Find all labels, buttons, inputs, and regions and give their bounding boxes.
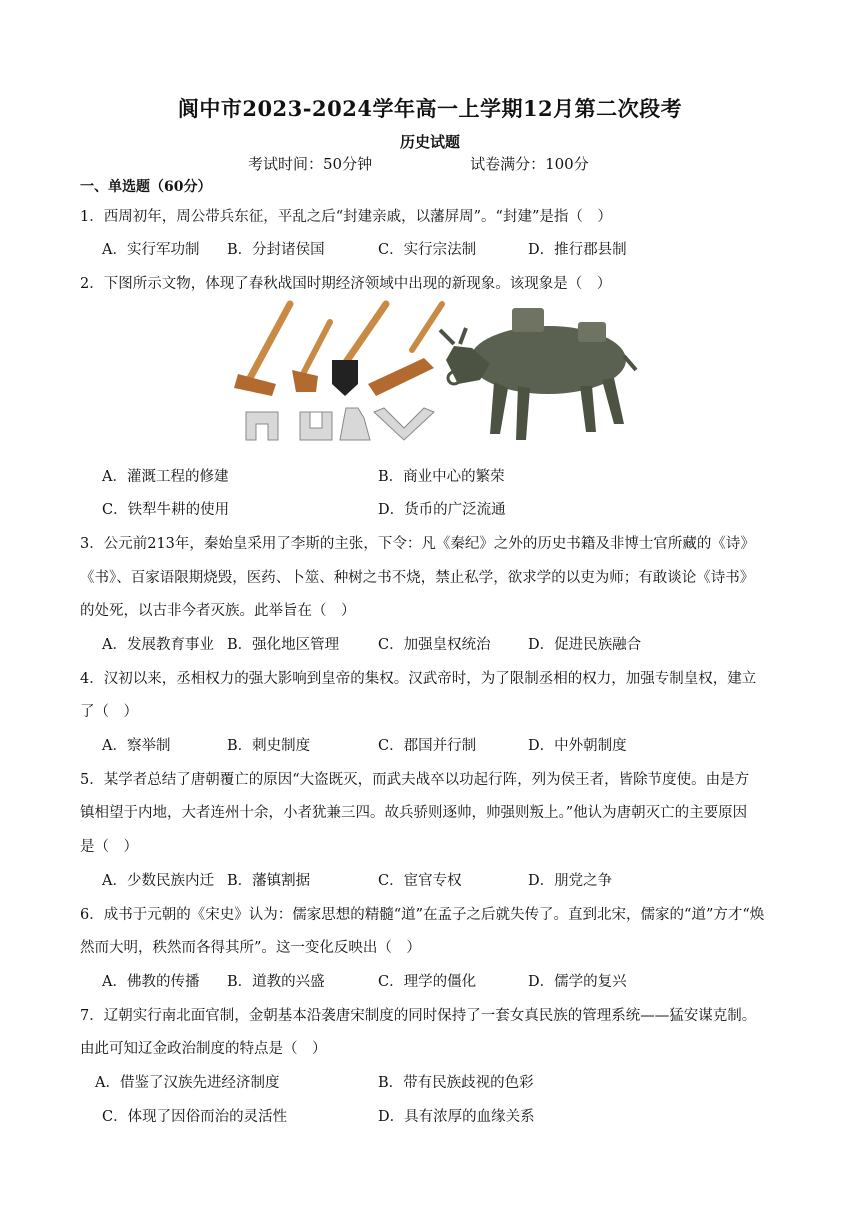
q2-option-d: D．货币的广泛流通	[378, 502, 506, 518]
q5-option-d: D．朋党之争	[528, 873, 613, 889]
q7-option-a: A．借鉴了汉族先进经济制度	[95, 1075, 280, 1091]
exam-time: 考试时间：50分钟	[248, 155, 373, 173]
q1-option-b: B．分封诸侯国	[227, 242, 325, 258]
q4-option-b: B．刺史制度	[227, 738, 311, 754]
q1-option-c: C．实行宗法制	[378, 242, 477, 258]
question-4-line-2: 了（ ）	[80, 704, 138, 720]
q5-option-b: B．藩镇割据	[227, 873, 311, 889]
q5-option-c: C．宦官专权	[378, 873, 462, 889]
q1-option-d: D．推行郡县制	[528, 242, 627, 258]
section-heading: 一、单选题（60分）	[80, 179, 212, 195]
question-2-stem: 2．下图所示文物，体现了春秋战国时期经济领域中出现的新现象。该现象是（ ）	[80, 276, 612, 292]
q6-option-d: D．儒学的复兴	[528, 974, 627, 990]
q7-option-d: D．具有浓厚的血缘关系	[378, 1109, 535, 1125]
question-3-line-2: 《书》、百家语限期烧毁，医药、卜筮、种树之书不烧，禁止私学，欲求学的以吏为师；有敢谈论《诗书》	[80, 570, 755, 586]
question-6-line-2: 然而大明，秩然而各得其所”。这一变化反映出（ ）	[80, 940, 421, 956]
artifact-figure	[228, 300, 638, 448]
q7-option-c: C．体现了因俗而治的灵活性	[102, 1109, 288, 1125]
q6-option-c: C．理学的僵化	[378, 974, 477, 990]
q3-option-a: A．发展教育事业	[102, 637, 214, 653]
q2-option-c: C．铁犁牛耕的使用	[102, 502, 230, 518]
question-1-stem: 1．西周初年，周公带兵东征，平乱之后“封建亲戚，以藩屏周”。“封建”是指（ ）	[80, 209, 612, 225]
q7-option-b: B．带有民族歧视的色彩	[378, 1075, 534, 1091]
exam-subtitle: 历史试题	[399, 133, 460, 151]
question-7-line-1: 7．辽朝实行南北面官制，金朝基本沿袭唐宋制度的同时保持了一套女真民族的管理系统——猛安谋克制。	[80, 1008, 757, 1024]
q6-option-b: B．道教的兴盛	[227, 974, 325, 990]
q3-option-b: B．强化地区管理	[227, 637, 340, 653]
q4-option-c: C．郡国并行制	[378, 738, 477, 754]
question-6-line-1: 6．成书于元朝的《宋史》认为：儒家思想的精髓“道”在孟子之后就失传了。直到北宋，儒家的“道”方才“焕	[80, 907, 765, 923]
q4-option-d: D．中外朝制度	[528, 738, 627, 754]
iron-farm-tools-image	[234, 304, 442, 440]
question-3-line-3: 的处死，以古非今者灭族。此举旨在（ ）	[80, 603, 356, 619]
question-5-line-3: 是（ ）	[80, 839, 138, 855]
bronze-ox-zun-image	[440, 308, 636, 440]
q3-option-c: C．加强皇权统治	[378, 637, 491, 653]
q6-option-a: A．佛教的传播	[102, 974, 200, 990]
question-3-line-1: 3．公元前213年，秦始皇采用了李斯的主张，下令：凡《秦纪》之外的历史书籍及非博士官所藏的《诗》	[80, 536, 755, 552]
exam-meta	[248, 153, 589, 174]
q1-option-a: A．实行军功制	[102, 242, 200, 258]
exam-score: 试卷满分：100分	[470, 155, 589, 173]
question-4-line-1: 4．汉初以来，丞相权力的强大影响到皇帝的集权。汉武帝时，为了限制丞相的权力，加强专制皇权，建立	[80, 671, 757, 687]
q2-option-a: A．灌溉工程的修建	[102, 469, 229, 485]
q4-option-a: A．察举制	[102, 738, 171, 754]
q5-option-a: A．少数民族内迁	[102, 873, 214, 889]
q3-option-d: D．促进民族融合	[528, 637, 642, 653]
exam-title: 阆中市2023-2024学年高一上学期12月第二次段考	[177, 96, 683, 121]
q2-option-b: B．商业中心的繁荣	[378, 469, 505, 485]
question-5-line-2: 镇相望于内地，大者连州十余，小者犹兼三四。故兵骄则逐帅，帅强则叛上。”他认为唐朝灭亡的主要原因	[80, 805, 748, 821]
question-5-line-1: 5．某学者总结了唐朝覆亡的原因“大盗既灭，而武夫战卒以功起行阵，列为侯王者，皆除节度使。由是方	[80, 772, 750, 788]
question-7-line-2: 由此可知辽金政治制度的特点是（ ）	[80, 1041, 327, 1057]
